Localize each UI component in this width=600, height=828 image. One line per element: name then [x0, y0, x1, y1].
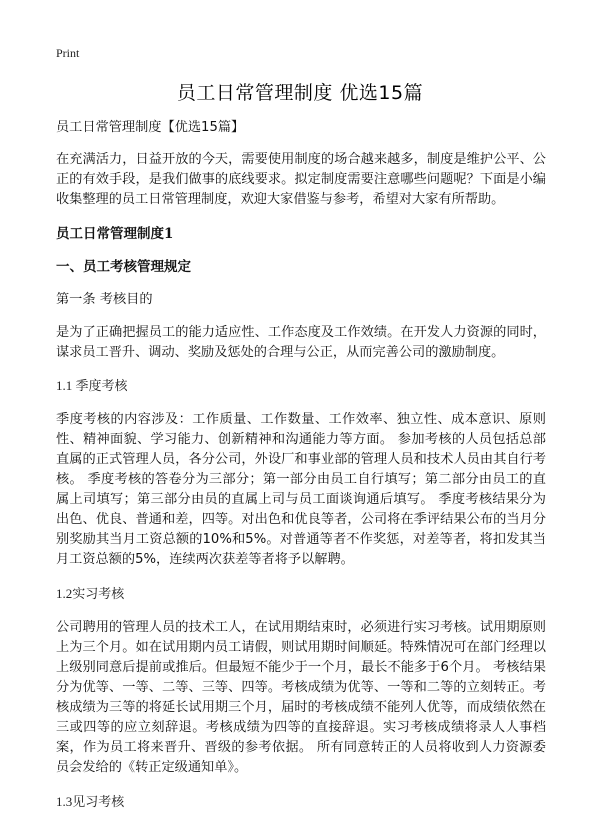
- section-heading: 1.1 季度考核: [56, 378, 128, 393]
- section-title: 一、员工考核管理规定: [56, 259, 191, 275]
- section-probation-review: [56, 792, 546, 812]
- document-subtitle: 员工日常管理制度【优选15篇】: [56, 120, 245, 135]
- section-paragraph: 公司聘用的管理人员的技术工人，在试用期结束时，必须进行实习考核。试用期原则上为三个月。如在试用期内员工请假，则试用期时间顺延。特殊情况可在部门经理以上级别同意后提前或推后。但最短不能少于一个月，最长不能多于6个月。 考核结果分为优等、一等、二等、三等、四等。考核成绩为优等、一等和二等的立刻转正。考核成绩为三等的将延长试用期三个月，届时的考核成绩不能列人优等，而成绩依然在三或四等的应立刻辞退。考核成绩为四等的直接辞退。实习考核成绩将录人人事档案，作为员工将来晋升、晋级的参考依据。 所有同意转正的人员将收到人力资源委员会发给的《转正定级通知单》。: [56, 620, 546, 775]
- intro-paragraph: 在充满活力，日益开放的今天，需要使用制度的场合越来越多，制度是维护公平、公正的有效手段，是我们做事的底线要求。拟定制度需要注意哪些问题呢？下面是小编收集整理的员工日常管理制度，欢迎大家借鉴与参考，希望对大家有所帮助。: [56, 152, 546, 207]
- article-paragraph: 是为了正确把握员工的能力适应性、工作态度及工作效绩。在开发人力资源的同时，谋求员工晋升、调动、奖励及惩处的合理与公正，从而完善公司的激励制度。: [56, 325, 546, 360]
- section-quarterly-review: [56, 376, 546, 570]
- document-body: [56, 118, 546, 826]
- print-label: Print: [56, 46, 80, 60]
- section-heading: 1.2实习考核: [56, 586, 125, 601]
- section-heading: 1.3见习考核: [56, 794, 125, 809]
- article-title: 第一条 考核目的: [56, 292, 153, 307]
- section-internship-review: [56, 584, 546, 778]
- page-title: 员工日常管理制度 优选15篇: [176, 82, 424, 104]
- chapter-title: 员工日常管理制度1: [56, 226, 174, 242]
- section-paragraph: 季度考核的内容涉及：工作质量、工作数量、工作效率、独立性、成本意识、原则性、精神面貌、学习能力、创新精神和沟通能力等方面。 参加考核的人员包括总部直属的正式管理人员，各分公司，外设厂和事业部的管理人员和技术人员由其自行考核。 季度考核的答卷分为三部分；第一部分由员工自行填写；第二部分由员工的直属上司填写；第三部分由员的直属上司与员工面谈询通后填写。 季度考核结果分为出色、优良、普通和差，四等。对出色和优良等者，公司将在季评结果公布的当月分别奖励其当月工资总额的10%和5%。对普通等者不作奖惩，对差等者，将扣发其当月工资总额的5%，连续两次获差等者将予以解聘。: [56, 412, 546, 567]
